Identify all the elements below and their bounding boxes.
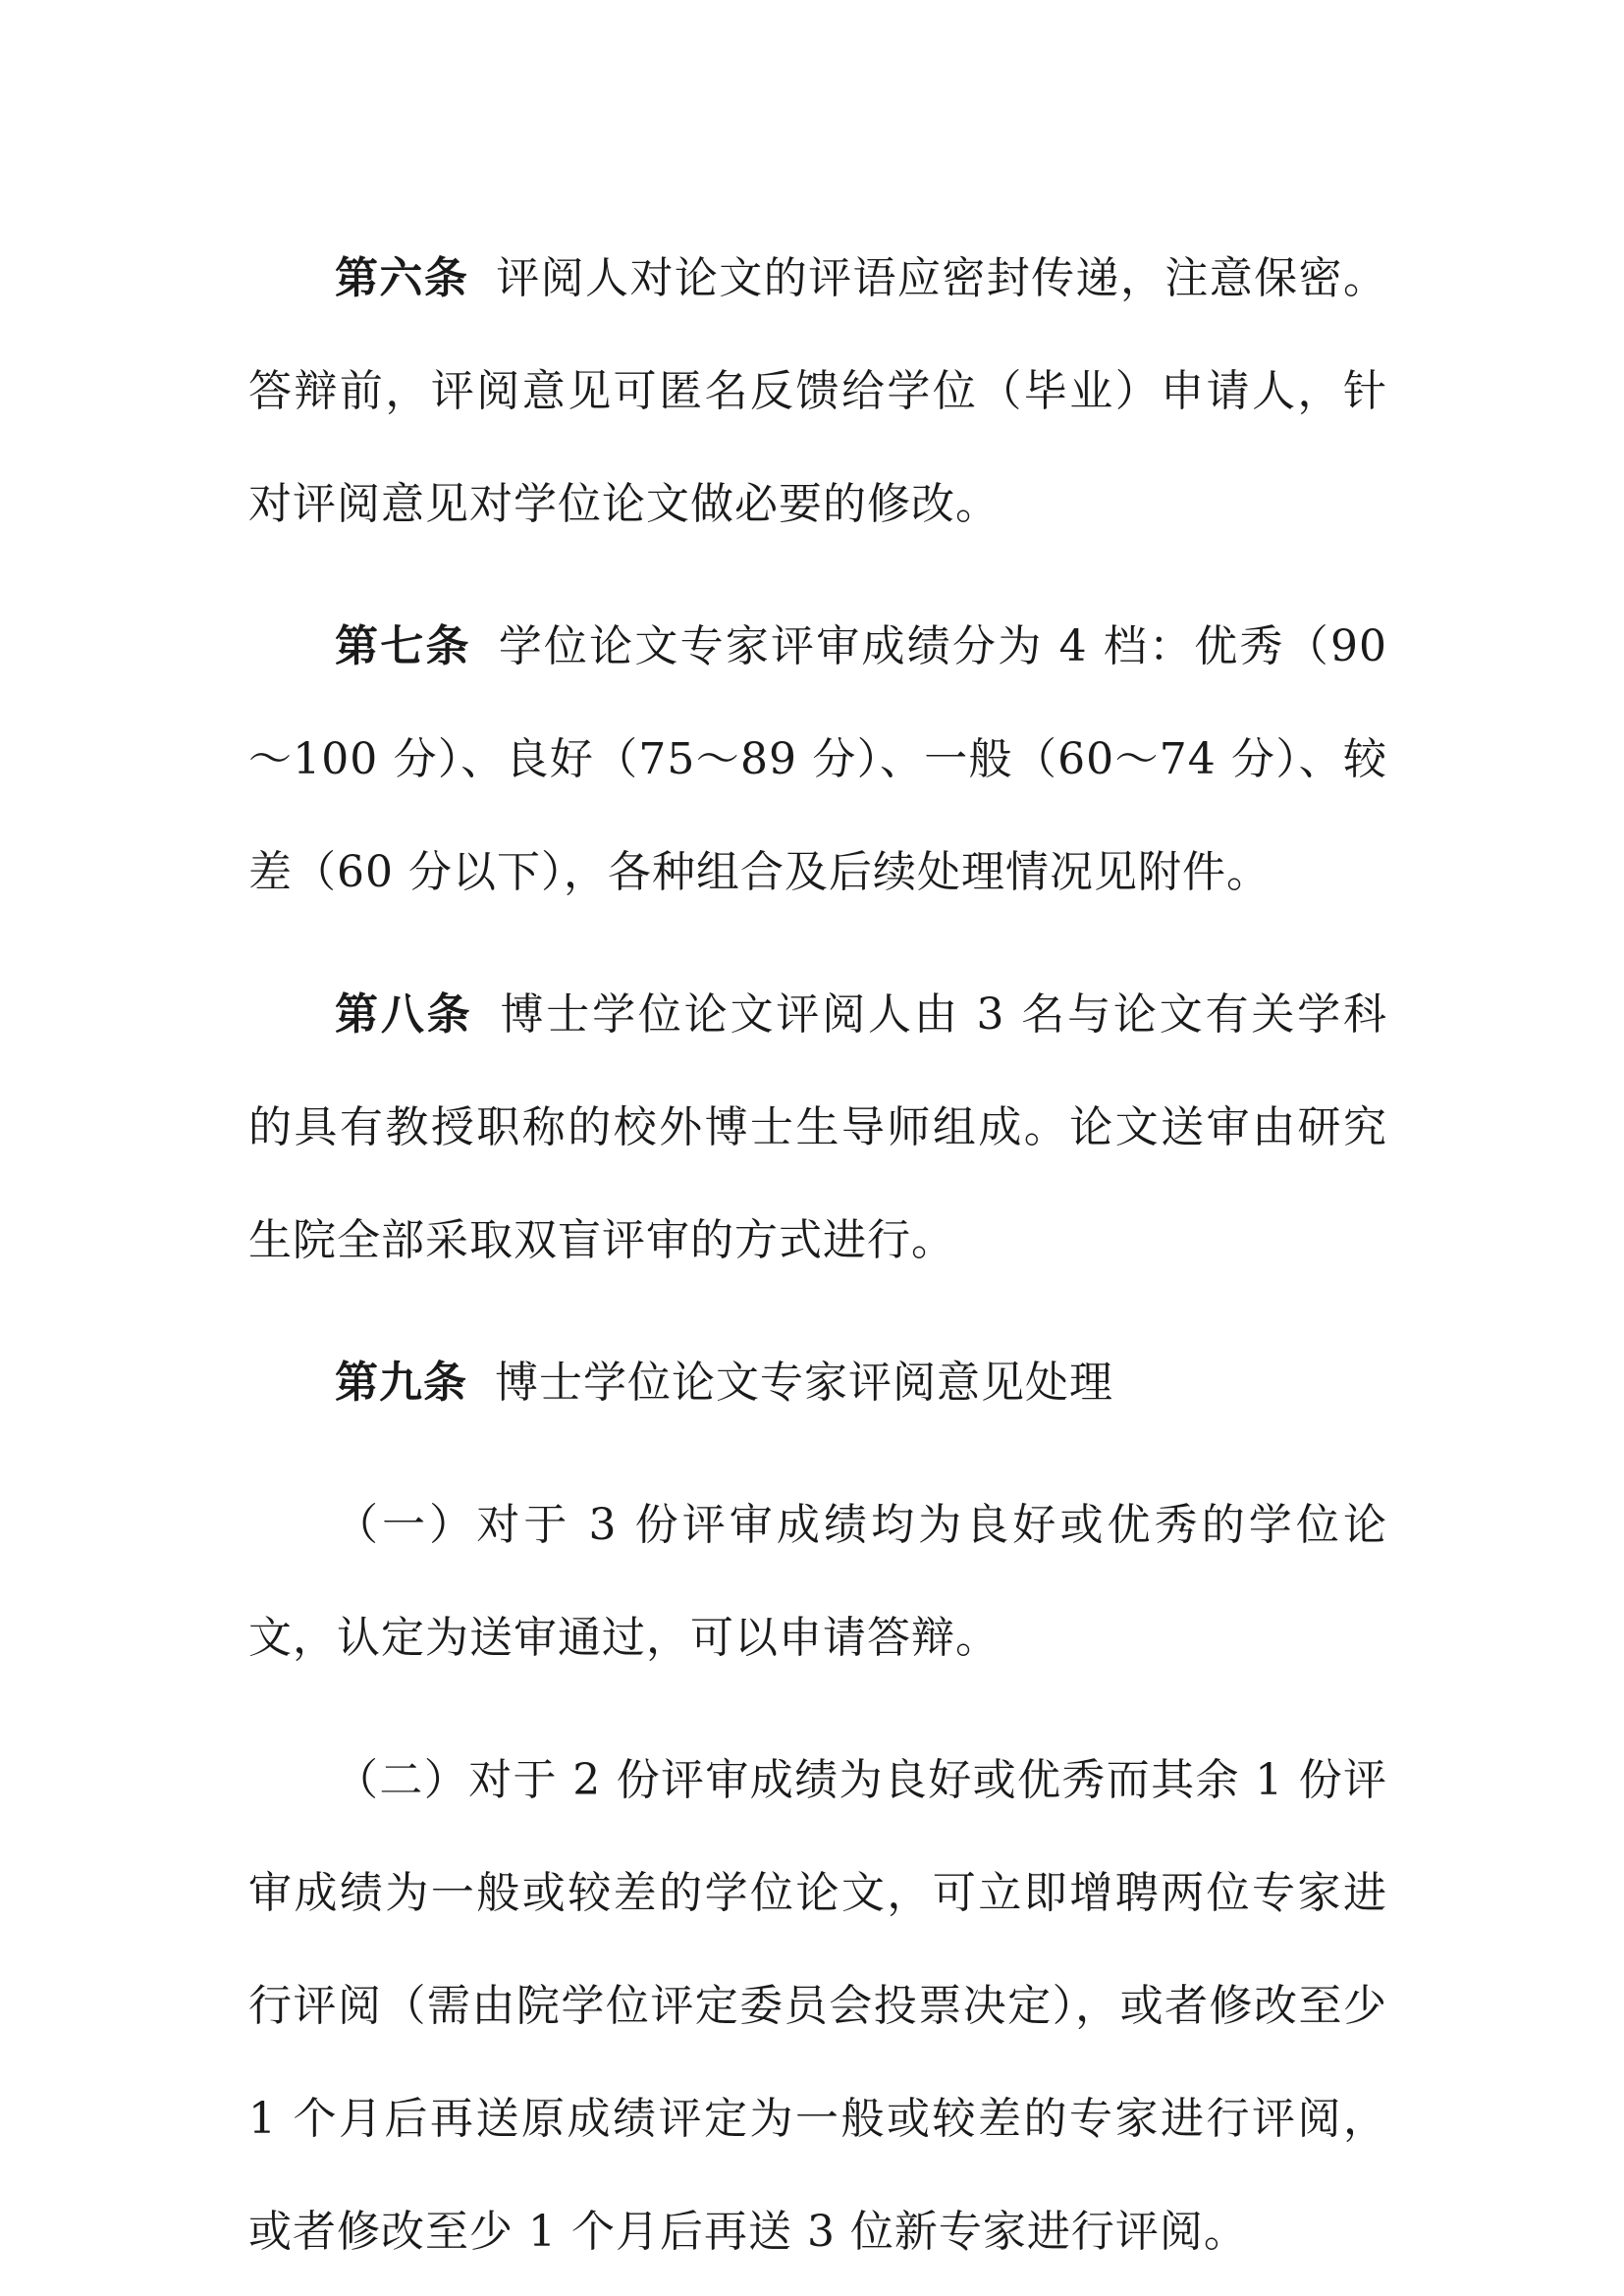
document-body [248, 222, 1387, 2288]
article-7 [248, 590, 1387, 929]
article-9 [248, 1326, 1387, 1439]
list-item-2: （二）对于 2 份评审成绩为良好或优秀而其余 1 份评审成绩为一般或较差的学位论文，可立即增聘两位专家进行评阅（需由院学位评定委员会投票决定），或者修改至少 1 个月后再送原成绩评定为一般或较差的专家进行评阅，或者修改至少 1 个月后再送 3 位新专家进行评阅。 [248, 1755, 1387, 2257]
article-text: 博士学位论文专家评阅意见处理 [495, 1358, 1113, 1408]
list-item-1: （一）对于 3 份评审成绩均为良好或优秀的学位论文，认定为送审通过，可以申请答辩。 [248, 1500, 1387, 1663]
article-6 [248, 222, 1387, 561]
article-heading: 第六条 [335, 253, 469, 303]
article-text: 博士学位论文评阅人由 3 名与论文有关学科的具有教授职称的校外博士生导师组成。论文送审由研究生院全部采取双盲评审的方式进行。 [248, 989, 1388, 1265]
article-heading: 第八条 [335, 989, 473, 1040]
article-text: 学位论文专家评审成绩分为 4 档：优秀（90～100 分）、良好（75～89 分）、一般（60～74 分）、较差（60 分以下），各种组合及后续处理情况见附件。 [248, 621, 1387, 897]
article-heading: 第九条 [335, 1358, 467, 1408]
article-text: 评阅人对论文的评语应密封传递，注意保密。答辩前，评阅意见可匿名反馈给学位（毕业）申请人，针对评阅意见对学位论文做必要的修改。 [248, 253, 1388, 529]
article-8 [248, 958, 1387, 1297]
article-heading: 第七条 [335, 621, 471, 671]
